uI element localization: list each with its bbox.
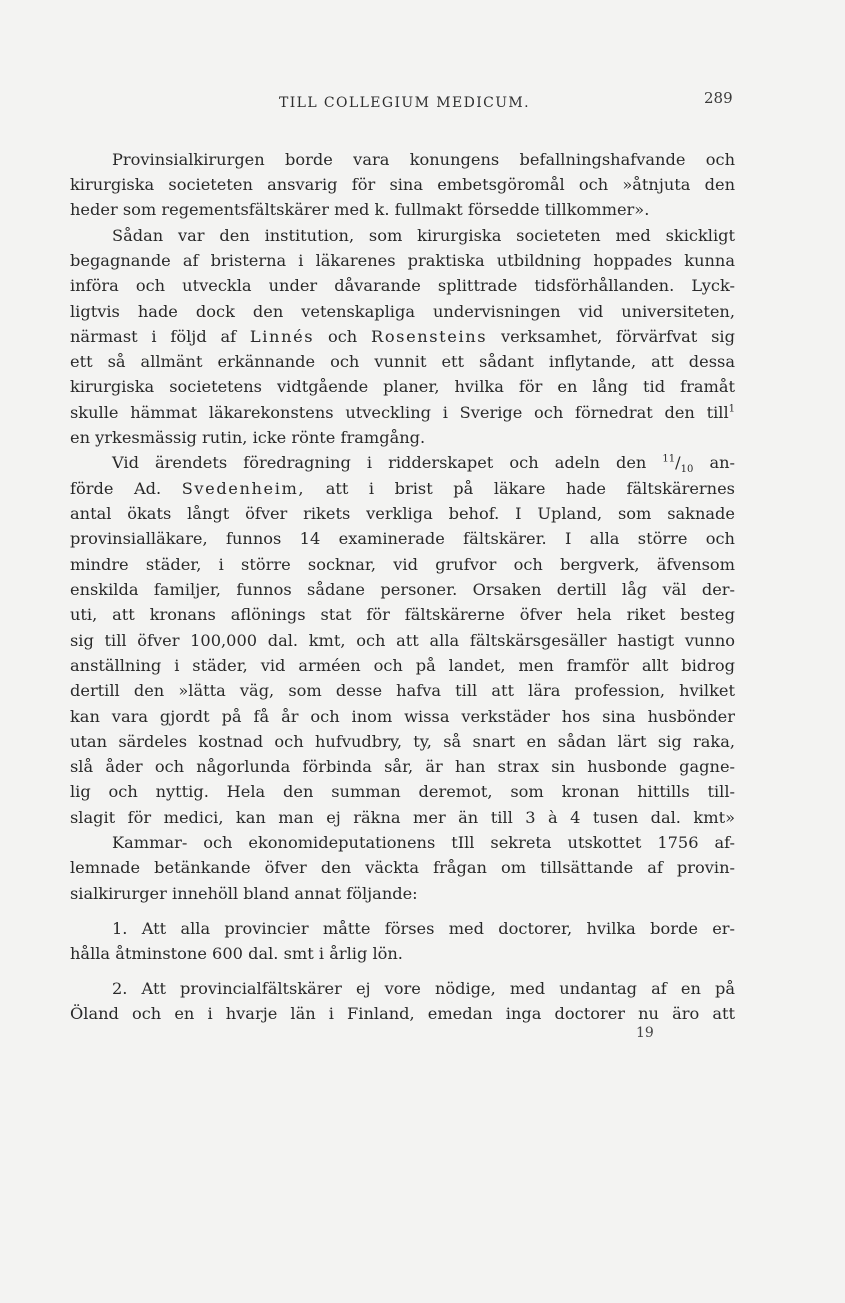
person-name-rosenstein: Rosensteins [371, 327, 488, 346]
text-line: dertill den »lätta väg, som desse hafva till att lära profession, hvilket [70, 681, 735, 700]
fraction-numerator: 11 [662, 453, 676, 465]
list-item-1-line: hålla åtminstone 600 dal. smt i årlig lön. [70, 944, 403, 963]
text-line: lig och nyttig. Hela den summan deremot, som kronan hittills till- [70, 782, 735, 801]
text-line [70, 453, 735, 476]
text-line: kan vara gjordt på få år och inom wissa verkstäder hos sina husbönder [70, 707, 735, 726]
person-name-svedenheim: Svedenheim, [181, 479, 306, 498]
text-line [70, 327, 735, 347]
text-span: verksamhet, förvärfvat sig [500, 327, 735, 346]
text-line: heder som regementsfältskärer med k. fullmakt försedde tillkommer». [70, 200, 650, 219]
fraction-denominator: 10 [680, 464, 694, 476]
running-head [0, 89, 845, 119]
running-title: TILL COLLEGIUM MEDICUM. [279, 95, 531, 111]
text-line: ligtvis hade dock den vetenskapliga undervisningen vid universiteten, [70, 302, 735, 321]
text-line: ett så allmänt erkännande och vunnit ett sådant inflytande, att dessa [70, 352, 735, 371]
text-line: provinsialläkare, funnos 14 examinerade fältskärer. I alla större och [70, 529, 735, 548]
text-line: kirurgiska societetens vidtgående planer, hvilka för en lång tid framåt [70, 377, 735, 396]
date-fraction: $^{11}/_{10}$ [662, 453, 694, 476]
text-line: mindre städer, i större socknar, vid grufvor och bergverk, äfvensom [70, 555, 735, 574]
person-name-linne: Linnés [249, 327, 315, 346]
text-line: sialkirurger innehöll bland annat följande: [70, 884, 418, 903]
text-span: och [327, 327, 358, 346]
text-span: skulle hämmat läkarekonstens utveckling i Sverige och förnedrat den till [70, 403, 729, 422]
text-line: sig till öfver 100,000 dal. kmt, och att alla fältskärsgesäller hastigt vunno [70, 631, 735, 650]
page-number: 289 [704, 89, 733, 107]
text-line: Provinsialkirurgen borde vara konungens befallningshafvande och [112, 150, 735, 169]
text-line: uti, att kronans aflönings stat för fältskärerne öfver hela riket besteg [70, 605, 735, 624]
text-line: lemnade betänkande öfver den väckta frågan om tillsättande af provin- [70, 858, 735, 877]
text-line [70, 403, 735, 423]
text-span: an- [709, 453, 735, 472]
text-span: närmast i följd af [70, 327, 237, 346]
text-line: slagit för medici, kan man ej räkna mer än till 3 à 4 tusen dal. kmt» [70, 808, 735, 827]
list-item-1-line: 1. Att alla provincier måtte förses med doctorer, hvilka borde er- [112, 919, 735, 938]
list-item-2-line: Öland och en i hvarje län i Finland, emedan inga doctorer nu äro att [70, 1004, 735, 1023]
text-line: Kammar- och ekonomideputationens tIll sekreta utskottet 1756 af- [112, 833, 735, 852]
text-span: Vid ärendets föredragning i ridderskapet och adeln den [112, 453, 647, 472]
text-line: en yrkesmässig rutin, icke rönte framgång. [70, 428, 426, 447]
text-line: anställning i städer, vid arméen och på landet, men framför allt bidrog [70, 656, 735, 675]
text-line: utan särdeles kostnad och hufvudbry, ty, så snart en sådan lärt sig raka, [70, 732, 735, 751]
text-span: förde Ad. [70, 479, 162, 498]
text-line [70, 479, 735, 499]
text-line: slå åder och någorlunda förbinda sår, är han strax sin husbonde gagne- [70, 757, 735, 776]
text-line: kirurgiska societeten ansvarig för sina embetsgöromål och »åtnjuta den [70, 175, 735, 194]
text-line: begagnande af bristerna i läkarenes praktiska utbildning hoppades kunna [70, 251, 735, 270]
text-span: att i brist på läkare hade fältskärernes [325, 479, 735, 498]
text-line: Sådan var den institution, som kirurgiska societeten med skickligt [112, 226, 735, 245]
text-line: antal ökats långt öfver rikets verkliga behof. I Upland, som saknade [70, 504, 735, 523]
text-line: införa och utveckla under dåvarande splittrade tidsförhållanden. Lyck- [70, 276, 735, 295]
text-line: enskilda familjer, funnos sådane personer. Orsaken dertill låg väl der- [70, 580, 735, 599]
footnote-marker: 1 [728, 403, 735, 415]
list-item-2-line: 2. Att provincialfältskärer ej vore nödige, med undantag af en på [112, 979, 735, 998]
signature-mark: 19 [636, 1025, 654, 1041]
